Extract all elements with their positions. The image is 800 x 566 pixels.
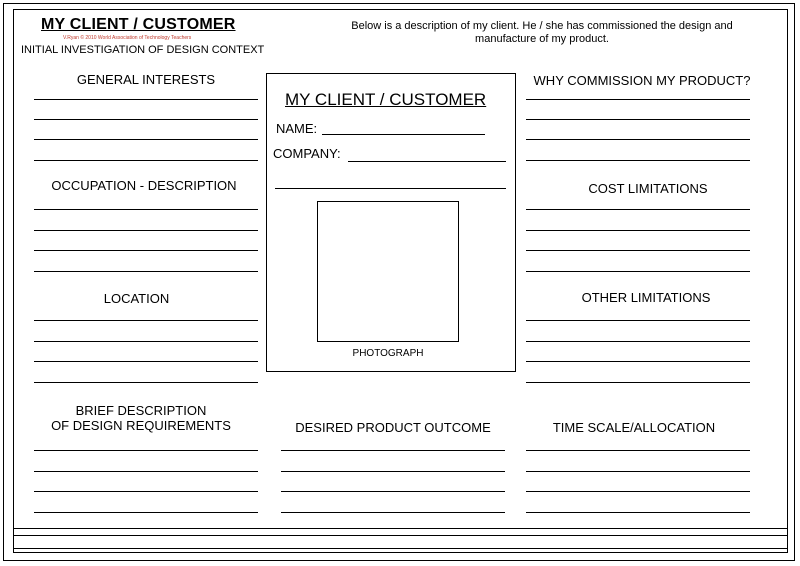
general-interests-line-1[interactable]: [34, 99, 258, 100]
company-field[interactable]: [348, 161, 506, 162]
worksheet-title: MY CLIENT / CUSTOMER: [41, 16, 236, 33]
brief-line-4[interactable]: [34, 512, 258, 513]
brief-line-2[interactable]: [34, 471, 258, 472]
other-limitations-line-2[interactable]: [526, 341, 750, 342]
location-heading: LOCATION: [103, 291, 170, 306]
client-panel-title: MY CLIENT / CUSTOMER: [285, 90, 487, 109]
time-scale-line-2[interactable]: [526, 471, 750, 472]
general-interests-line-2[interactable]: [34, 119, 258, 120]
why-commission-line-1[interactable]: [526, 99, 750, 100]
why-commission-line-4[interactable]: [526, 160, 750, 161]
desired-outcome-line-2[interactable]: [281, 471, 505, 472]
other-limitations-heading: OTHER LIMITATIONS: [581, 290, 711, 305]
brief-heading-line-1: BRIEF DESCRIPTION: [75, 403, 207, 418]
description-line-2: manufacture of my product.: [475, 33, 609, 45]
company-field-line-2[interactable]: [275, 188, 506, 189]
occupation-heading: OCCUPATION - DESCRIPTION: [51, 178, 237, 193]
brief-line-1[interactable]: [34, 450, 258, 451]
desired-outcome-line-1[interactable]: [281, 450, 505, 451]
worksheet-description: [322, 20, 762, 46]
cost-limitations-line-2[interactable]: [526, 230, 750, 231]
copyright-credit: V.Ryan © 2010 World Association of Technology Teachers: [63, 35, 192, 41]
brief-description-heading: [34, 403, 248, 433]
time-scale-line-1[interactable]: [526, 450, 750, 451]
company-label: COMPANY:: [273, 146, 341, 161]
footer-divider-middle: [14, 535, 788, 536]
cost-limitations-line-4[interactable]: [526, 271, 750, 272]
desired-outcome-heading: DESIRED PRODUCT OUTCOME: [295, 420, 491, 435]
general-interests-line-4[interactable]: [34, 160, 258, 161]
why-commission-heading: WHY COMMISSION MY PRODUCT?: [533, 73, 751, 88]
why-commission-line-3[interactable]: [526, 139, 750, 140]
other-limitations-line-4[interactable]: [526, 382, 750, 383]
other-limitations-line-3[interactable]: [526, 361, 750, 362]
other-limitations-line-1[interactable]: [526, 320, 750, 321]
desired-outcome-line-3[interactable]: [281, 491, 505, 492]
brief-line-3[interactable]: [34, 491, 258, 492]
name-label: NAME:: [276, 121, 318, 136]
footer-divider-top: [14, 528, 788, 529]
time-scale-line-3[interactable]: [526, 491, 750, 492]
desired-outcome-line-4[interactable]: [281, 512, 505, 513]
occupation-line-4[interactable]: [34, 271, 258, 272]
worksheet-subtitle: INITIAL INVESTIGATION OF DESIGN CONTEXT: [21, 44, 265, 56]
cost-limitations-line-3[interactable]: [526, 250, 750, 251]
cost-limitations-line-1[interactable]: [526, 209, 750, 210]
description-line-1: Below is a description of my client. He / she has commissioned the design and: [351, 20, 733, 32]
occupation-line-1[interactable]: [34, 209, 258, 210]
general-interests-heading: GENERAL INTERESTS: [76, 72, 216, 87]
photograph-label: PHOTOGRAPH: [352, 348, 424, 359]
location-line-2[interactable]: [34, 341, 258, 342]
footer-divider-bottom: [14, 548, 788, 549]
general-interests-line-3[interactable]: [34, 139, 258, 140]
time-scale-line-4[interactable]: [526, 512, 750, 513]
cost-limitations-heading: COST LIMITATIONS: [588, 181, 708, 196]
why-commission-line-2[interactable]: [526, 119, 750, 120]
location-line-3[interactable]: [34, 361, 258, 362]
brief-heading-line-2: OF DESIGN REQUIREMENTS: [51, 418, 231, 433]
occupation-line-2[interactable]: [34, 230, 258, 231]
name-field[interactable]: [322, 134, 485, 135]
photograph-box[interactable]: [317, 201, 459, 342]
time-scale-heading: TIME SCALE/ALLOCATION: [552, 420, 716, 435]
occupation-line-3[interactable]: [34, 250, 258, 251]
location-line-1[interactable]: [34, 320, 258, 321]
location-line-4[interactable]: [34, 382, 258, 383]
